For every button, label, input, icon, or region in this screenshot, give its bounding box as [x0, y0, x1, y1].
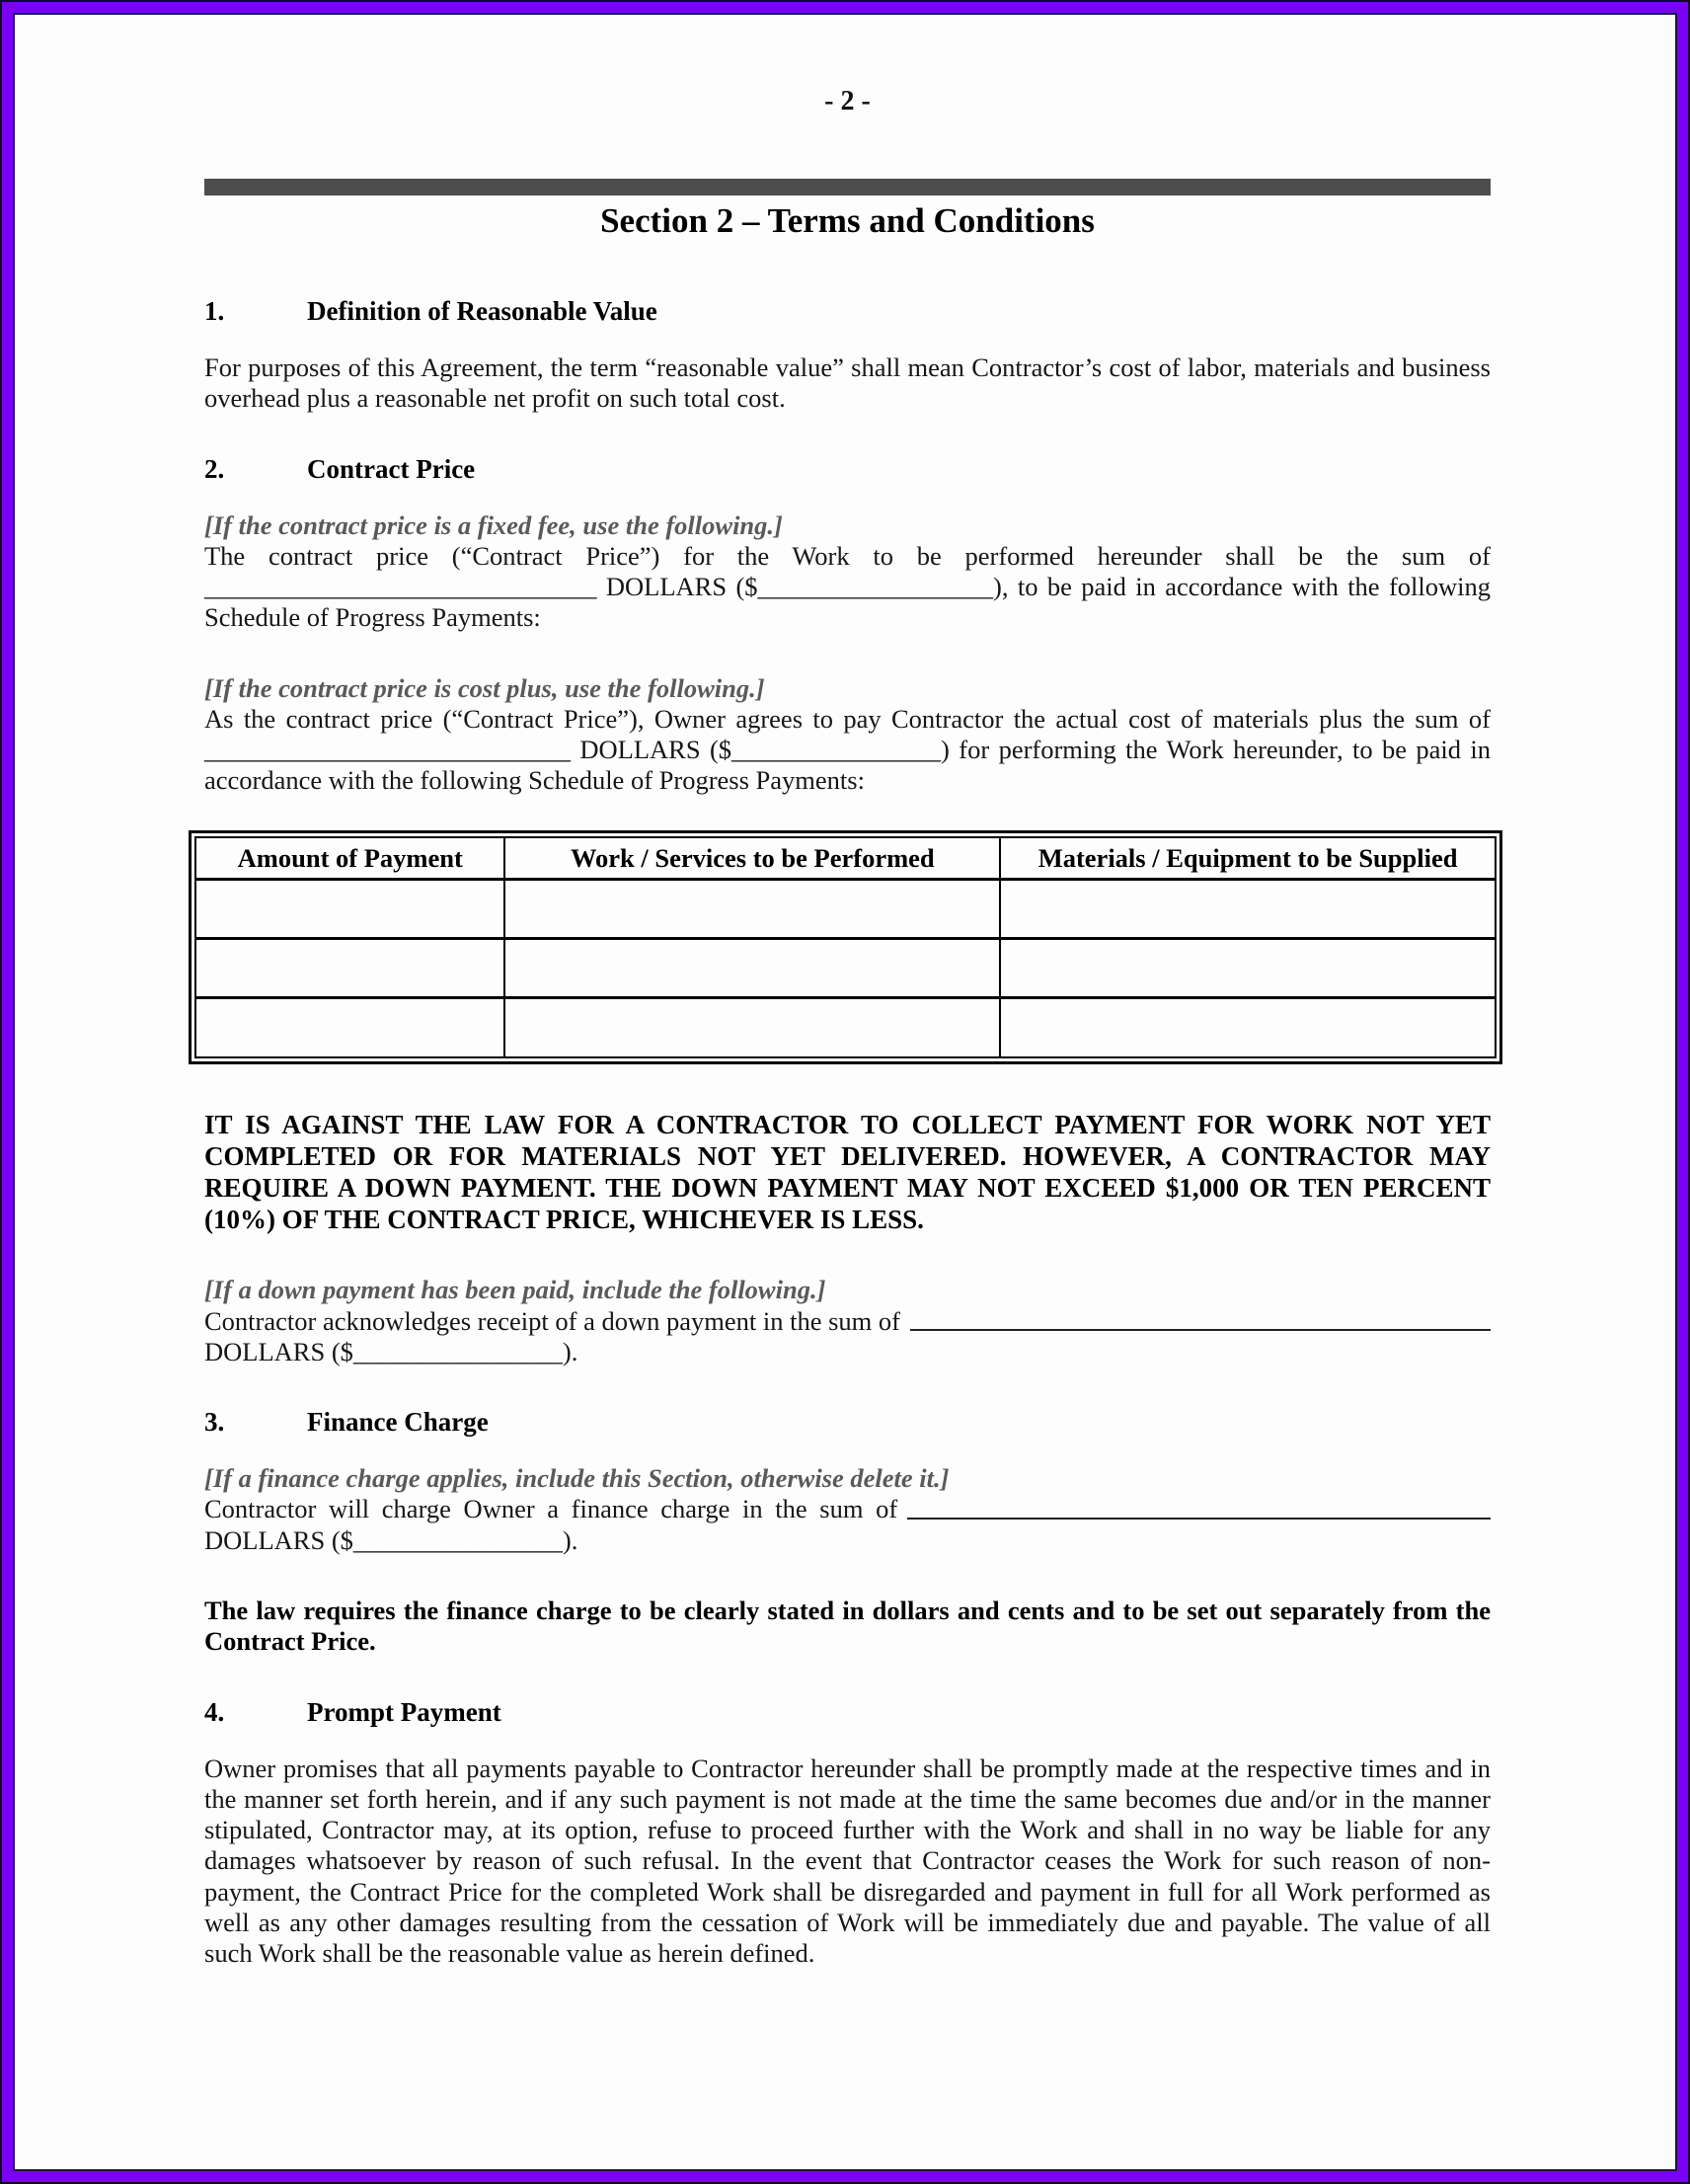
empty-cell — [504, 939, 1000, 998]
prompt-payment-paragraph: Owner promises that all payments payable to Contractor hereunder shall be promptly made at the respective times and in the manner set forth herein, and if any such payment is not made at the time the same becomes due and/or in the manner stipulated, Contractor may, at its option, refuse to proceed further with the Work and shall in no way be liable for any damages whatsoever by reason of such refusal. In the event that Contractor ceases the Work for such reason of non-payment, the Contract Price for the completed Work shall be disregarded and payment in full for all Work performed as well as any other damages resulting from the cessation of Work will be immediately due and payable. The value of all such Work shall be the reasonable value as herein defined. — [204, 1753, 1491, 1969]
clause-4-number: 4. — [204, 1696, 225, 1727]
section-title: Section 2 – Terms and Conditions — [600, 201, 1095, 240]
clause-1-number: 1. — [204, 296, 225, 326]
document-page — [13, 13, 1677, 2171]
down-payment-warning: IT IS AGAINST THE LAW FOR A CONTRACTOR TO COLLECT PAYMENT FOR WORK NOT YET COMPLETED OR FOR MATERIALS NOT YET DELIVERED. HOWEVER, A CONTRACTOR MAY REQUIRE A DOWN PAYMENT. THE DOWN PAYMENT MAY NOT EXCEED $1,000 OR TEN PERCENT (10%) OF THE CONTRACT PRICE, WHICHEVER IS LESS. — [204, 1109, 1491, 1234]
finance-charge-law-paragraph: The law requires the finance charge to be clearly stated in dollars and cents and to be set out separately from the Contract Price. — [204, 1595, 1491, 1657]
clause-3-number: 3. — [204, 1407, 225, 1438]
section-divider-bar — [204, 179, 1491, 195]
progress-payments-table — [189, 830, 1502, 1064]
cost-plus-paragraph: As the contract price (“Contract Price”), Owner agrees to pay Contractor the actual cost of materials plus the sum of ____________________________ DOLLARS ($________________) for performing the Work hereunder, to be paid in accordance with the following Schedule of Progress Payments: — [204, 703, 1491, 796]
down-payment-tail: DOLLARS ($________________). — [204, 1336, 578, 1366]
empty-cell — [195, 880, 504, 939]
empty-cell — [195, 998, 504, 1057]
down-payment-note: [If a down payment has been paid, include the following.] — [204, 1275, 826, 1305]
empty-cell — [504, 998, 1000, 1057]
clause-4-heading — [204, 1697, 1491, 1728]
clause-2-number: 2. — [204, 453, 225, 484]
finance-charge-blank-line — [907, 1518, 1491, 1520]
clause-3-title: Finance Charge — [307, 1407, 489, 1438]
table-body — [195, 880, 1496, 1057]
table-row — [195, 939, 1496, 998]
table-header-row — [195, 837, 1496, 880]
down-payment-lead: Contractor acknowledges receipt of a down payment in the sum of — [204, 1305, 900, 1336]
fixed-fee-note: [If the contract price is a fixed fee, use the following.] — [204, 509, 783, 540]
finance-charge-lead: Contractor will charge Owner a finance charge in the sum of — [204, 1494, 898, 1524]
clause-1-title: Definition of Reasonable Value — [307, 296, 657, 326]
empty-cell — [1000, 880, 1496, 939]
cost-plus-note: [If the contract price is cost plus, use the following.] — [204, 672, 765, 703]
table-header-materials: Materials / Equipment to be Supplied — [1000, 837, 1496, 880]
table-row — [195, 880, 1496, 939]
clause-4-title: Prompt Payment — [307, 1696, 501, 1727]
clause-1-body: For purposes of this Agreement, the term “reasonable value” shall mean Contractor’s cost of labor, materials and business overhead plus a reasonable net profit on such total cost. — [204, 352, 1491, 414]
clause-2-title: Contract Price — [307, 453, 476, 484]
table-header-work: Work / Services to be Performed — [504, 837, 1000, 880]
clause-3-heading — [204, 1407, 1491, 1438]
empty-cell — [195, 939, 504, 998]
finance-charge-tail: DOLLARS ($________________). — [204, 1524, 578, 1555]
page-number: - 2 - — [824, 86, 871, 117]
finance-charge-note: [If a finance charge applies, include this Section, otherwise delete it.] — [204, 1463, 950, 1494]
clause-2-heading — [204, 454, 1491, 485]
clause-1-heading — [204, 296, 1491, 327]
empty-cell — [1000, 998, 1496, 1057]
down-payment-paragraph — [204, 1306, 1491, 1368]
down-payment-blank-line — [910, 1329, 1491, 1331]
empty-cell — [1000, 939, 1496, 998]
finance-charge-paragraph — [204, 1494, 1491, 1556]
table-header-amount: Amount of Payment — [195, 837, 504, 880]
fixed-fee-paragraph: The contract price (“Contract Price”) for the Work to be performed hereunder shall be the sum of ______________________________ DOLLARS ($__________________), to be paid in accordance with the following Schedule of Progress Payments: — [204, 540, 1491, 633]
empty-cell — [504, 880, 1000, 939]
table-row — [195, 998, 1496, 1057]
